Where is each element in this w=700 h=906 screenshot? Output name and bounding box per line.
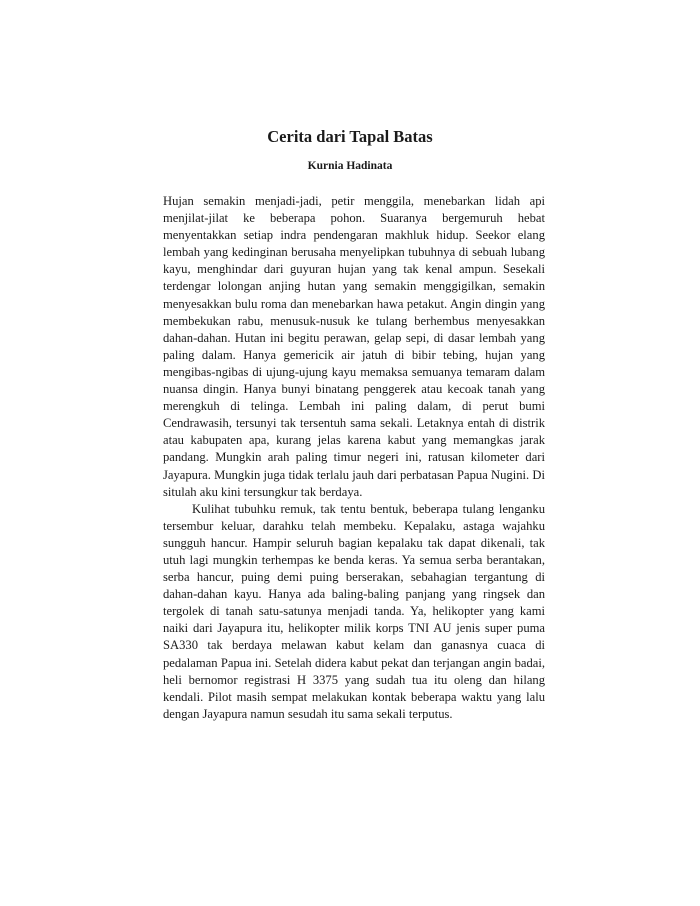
story-body [163,193,545,723]
story-title: Cerita dari Tapal Batas [267,127,433,146]
paragraph-2: Kulihat tubuhku remuk, tak tentu bentuk, beberapa tulang lenganku tersembur keluar, darahku telah membeku. Kepalaku, astaga wajahku sungguh hancur. Hampir seluruh bagian kepalaku tak dapat dikenali, tak utuh lagi mungkin terhempas ke benda keras. Ya semua serba berantakan, serba hancur, puing demi puing berserakan, sebahagian tergantung di dahan-dahan kayu. Hanya ada baling-baling panjang yang ringsek dan tergolek di tanah satu-satunya menjadi tanda. Ya, helikopter yang kami naiki dari Jayapura itu, helikopter milik korps TNI AU jenis super puma SA330 tak berdaya melawan kabut kelam dan ganasnya cuaca di pedalaman Papua ini. Setelah didera kabut pekat dan terjangan angin badai, heli bernomor registrasi H 3375 yang sudah tua itu oleng dan hilang kendali. Pilot masih sempat melakukan kontak beberapa waktu yang lalu dengan Jayapura namun sesudah itu sama sekali terputus. [163,501,545,721]
author-name: Kurnia Hadinata [307,160,393,172]
paragraph-1: Hujan semakin menjadi-jadi, petir menggila, menebarkan lidah api menjilat-jilat ke beberapa pohon. Suaranya bergemuruh hebat menyentakkan setiap indra pendengaran makhluk hidup. Seekor elang lembah yang kedinginan berusaha menyelipkan tubuhnya di sebuah lubang kayu, menghindar dari guyuran hujan yang tak kenal ampun. Sesekali terdengar lolongan anjing hutan yang semakin menggigilkan, semakin menyesakkan bulu roma dan menebarkan hawa petakut. Angin dingin yang membekukan rabu, menusuk-nusuk ke tulang berhembus menyesakkan dahan-dahan. Hutan ini begitu perawan, gelap sepi, di dasar lembah yang paling dalam. Hanya gemericik air jatuh di bibir tebing, hujan yang mengibas-ngibas di ujung-ujung kayu memaksa semuanya temaram dalam nuansa dingin. Hanya bunyi binatang penggerek atau kecoak tanah yang merengkuh di telinga. Lembah ini paling dalam, di perut bumi Cendrawasih, tersunyi tak tersentuh sama sekali. Letaknya entah di distrik atau kabupaten apa, kurang jelas karena kabut yang memangkas jarak pandang. Mungkin arah paling timur negeri ini, ratusan kilometer dari Jayapura. Mungkin juga tidak terlalu jauh dari perbatasan Papua Nugini. Di situlah aku kini tersungkur tak berdaya. [163,194,545,499]
